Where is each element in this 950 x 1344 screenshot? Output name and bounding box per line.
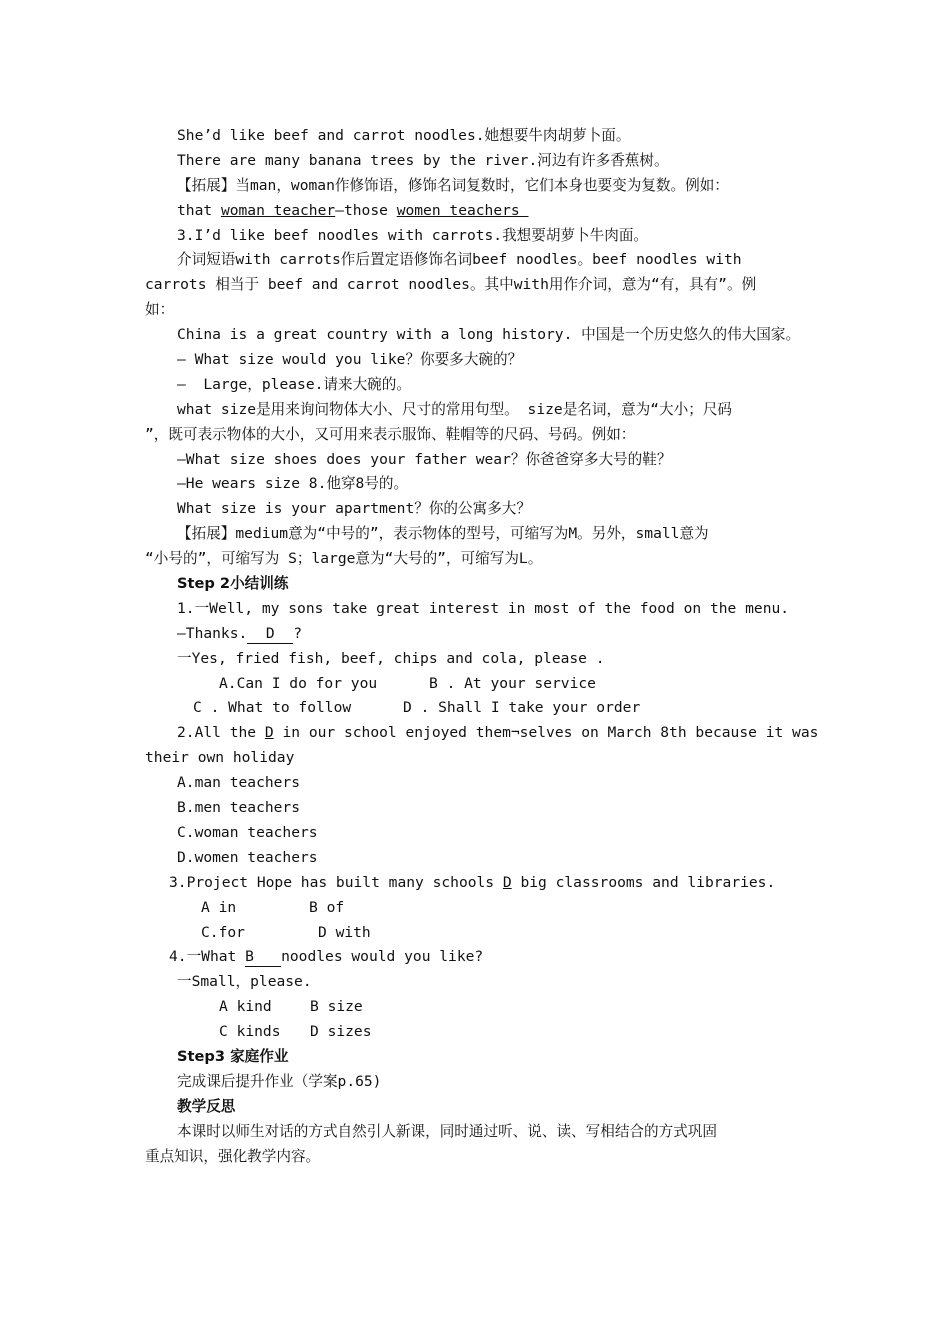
option-d: D . Shall I take your order bbox=[403, 699, 641, 717]
option-a: A in bbox=[201, 898, 237, 916]
text: 2.All the bbox=[177, 724, 265, 742]
option-b: B . At your service bbox=[429, 674, 596, 692]
dialogue-line: —He wears size 8.他穿8号的。 bbox=[177, 475, 409, 493]
option-b: B of bbox=[309, 898, 345, 916]
option-row bbox=[145, 921, 810, 946]
reflection-heading: 教学反思 bbox=[177, 1097, 236, 1115]
homework-text: 完成课后提升作业（学案p.65) bbox=[177, 1072, 382, 1090]
option-d: D.women teachers bbox=[177, 848, 318, 866]
document-page bbox=[145, 124, 819, 1169]
explanation: what size是用来询问物体大小、尺寸的常用句型。 size是名词，意为“大小；尺码 bbox=[177, 400, 733, 418]
text: —those bbox=[335, 201, 397, 219]
step3-heading: Step3 家庭作业 bbox=[177, 1047, 289, 1065]
explanation: ”，既可表示物体的大小，又可用来表示服饰、鞋帽等的尺码、号码。例如： bbox=[145, 425, 636, 443]
underlined-text: woman teacher bbox=[220, 201, 336, 219]
answer-blank: D bbox=[247, 625, 293, 644]
question-1-line: 一Yes, fried fish, beef, chips and cola, please . bbox=[177, 649, 605, 667]
question-4-line: 一Small，please. bbox=[177, 973, 312, 991]
text: in our school enjoyed them¬selves on March 8th because it was bbox=[273, 724, 819, 742]
point-heading: 3.I’d like beef noodles with carrots.我想要胡萝卜牛肉面。 bbox=[177, 226, 649, 244]
extension-note: 【拓展】medium意为“中号的”，表示物体的型号，可缩写为M。另外，small意为 bbox=[177, 525, 709, 543]
text: big classrooms and libraries. bbox=[511, 873, 776, 891]
option-b: B.men teachers bbox=[177, 799, 301, 817]
question-2-stem bbox=[145, 721, 819, 746]
example-line bbox=[145, 199, 810, 224]
text: ? bbox=[293, 624, 303, 642]
example-sentence: There are many banana trees by the river.河边有许多香蕉树。 bbox=[177, 151, 669, 169]
answer-blank: D bbox=[264, 724, 274, 742]
example-sentence: She’d like beef and carrot noodles.她想要牛肉胡萝卜面。 bbox=[177, 127, 631, 144]
question-3-stem bbox=[145, 871, 810, 896]
option-row bbox=[145, 995, 810, 1020]
reflection-text: 重点知识，强化教学内容。 bbox=[145, 1147, 321, 1165]
text: noodles would you like? bbox=[281, 948, 484, 966]
example-sentence: What size is your apartment？你的公寓多大？ bbox=[177, 500, 531, 518]
option-d: D sizes bbox=[310, 1023, 372, 1041]
option-a: A.man teachers bbox=[177, 774, 301, 792]
option-c: C kinds bbox=[219, 1023, 281, 1041]
dialogue-line: —What size shoes does your father wear？你爸爸穿多大号的鞋？ bbox=[177, 450, 672, 468]
question-1-stem: 1.一Well, my sons take great interest in most of the food on the menu. bbox=[177, 599, 790, 617]
option-c: C.for bbox=[201, 923, 245, 941]
option-b: B size bbox=[310, 998, 363, 1016]
dialogue-line: — What size would you like？你要多大碗的？ bbox=[177, 351, 523, 369]
option-c: C . What to follow bbox=[193, 699, 352, 717]
option-a: A kind bbox=[219, 998, 272, 1016]
option-a: A.Can I do for you bbox=[219, 674, 378, 692]
explanation: 如： bbox=[145, 301, 175, 319]
option-row bbox=[145, 896, 810, 921]
example-sentence: China is a great country with a long history. 中国是一个历史悠久的伟大国家。 bbox=[177, 326, 801, 344]
answer-blank: B bbox=[245, 948, 281, 967]
underlined-text: women teachers bbox=[396, 201, 529, 219]
answer-blank: D bbox=[502, 873, 512, 891]
text: —Thanks. bbox=[177, 624, 248, 642]
text: that bbox=[177, 201, 221, 219]
extension-note: 【拓展】当man，woman作修饰语，修饰名词复数时，它们本身也要变为复数。例如： bbox=[177, 176, 729, 194]
option-c: C.woman teachers bbox=[177, 823, 318, 841]
text: 4.一What bbox=[169, 948, 246, 966]
option-d: D with bbox=[318, 923, 371, 941]
explanation: carrots 相当于 beef and carrot noodles。其中with用作介词，意为“有，具有”。例 bbox=[145, 276, 757, 294]
reflection-text: 本课时以师生对话的方式自然引人新课，同时通过听、说、读、写相结合的方式巩固 bbox=[177, 1122, 717, 1140]
option-row bbox=[145, 696, 810, 721]
question-4-stem bbox=[145, 945, 810, 970]
option-row bbox=[145, 672, 810, 697]
dialogue-line: — Large，please.请来大碗的。 bbox=[177, 375, 411, 393]
text: 3.Project Hope has built many schools bbox=[169, 873, 503, 891]
question-1-line bbox=[145, 622, 810, 647]
explanation: 介词短语with carrots作后置定语修饰名词beef noodles。beef noodles with bbox=[177, 251, 742, 269]
step2-heading: Step 2小结训练 bbox=[177, 575, 289, 593]
option-row bbox=[145, 1020, 810, 1045]
extension-note: “小号的”，可缩写为 S；large意为“大号的”，可缩写为L。 bbox=[145, 550, 543, 568]
question-2-stem: their own holiday bbox=[145, 749, 295, 767]
